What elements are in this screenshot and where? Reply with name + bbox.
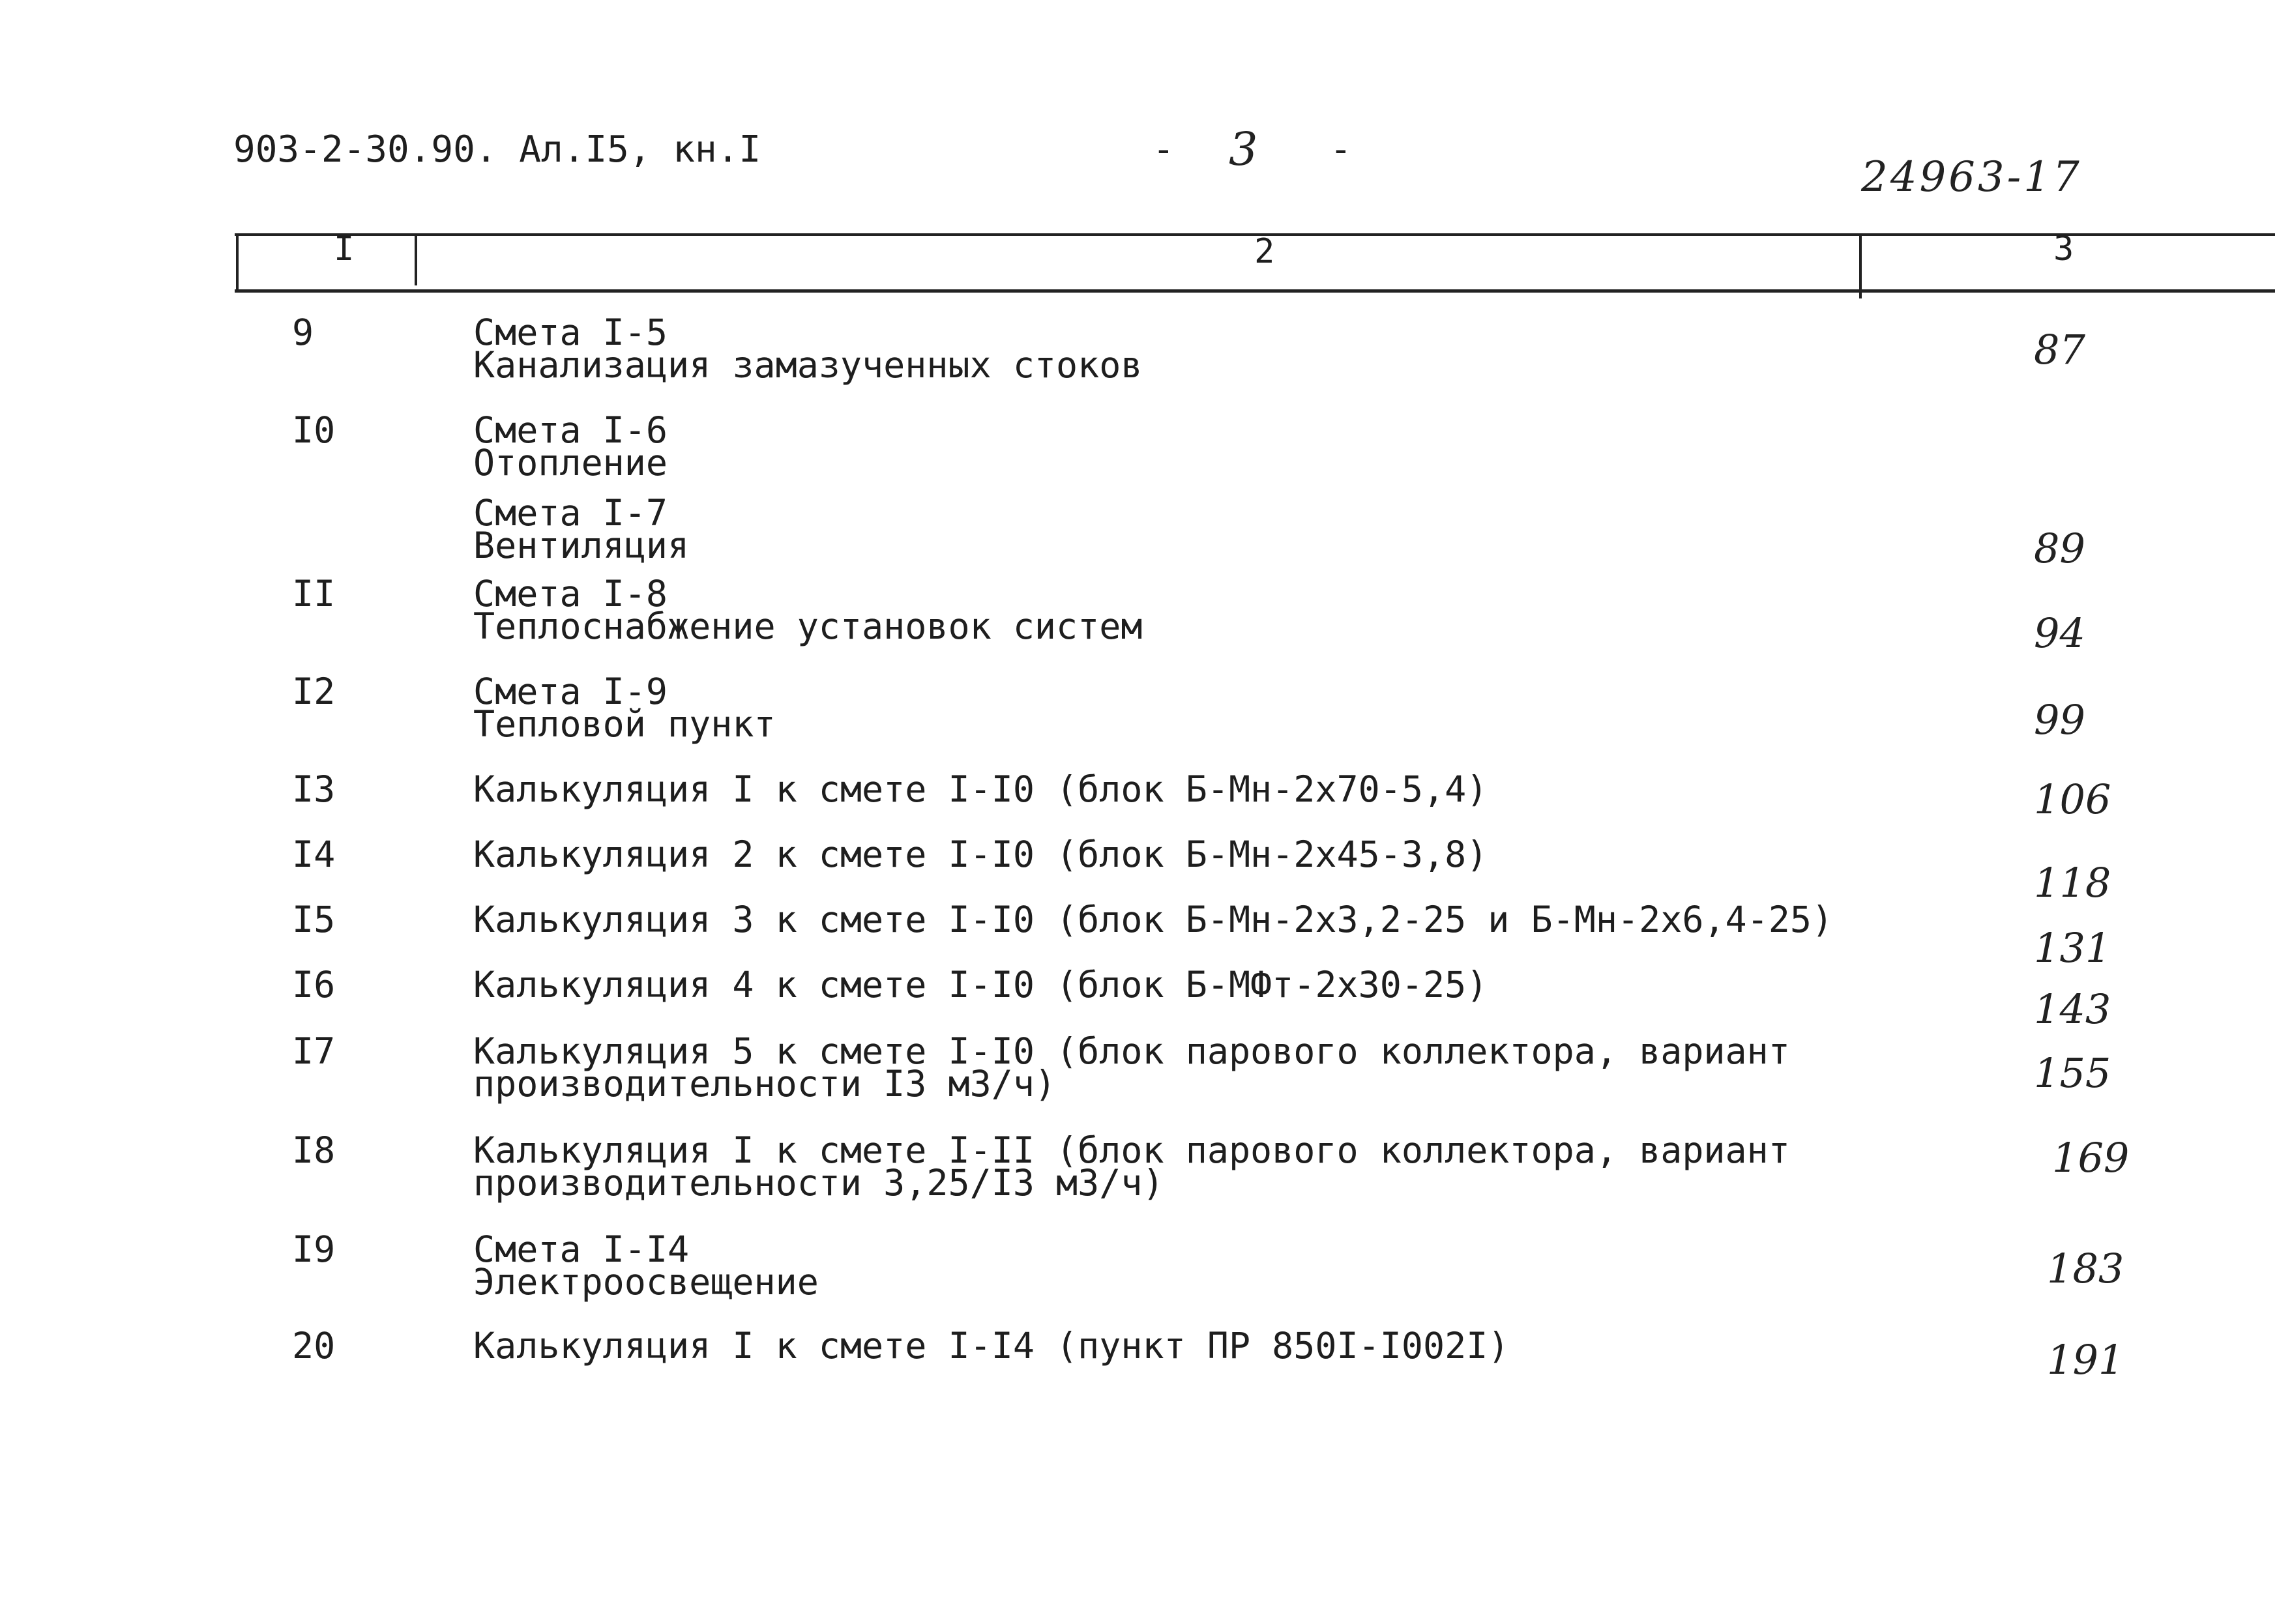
row-title: Смета I-9 [473, 671, 668, 712]
row-number: 9 [292, 312, 314, 353]
page-dash-left: - [1153, 128, 1175, 171]
row-page: 143 [2034, 985, 2111, 1033]
row-number: I5 [292, 899, 336, 940]
column-header-2: 2 [1254, 232, 1275, 271]
row-title: Калькуляция 3 к смете I-I0 (блок Б-Мн-2х3,2-25 и Б-Мн-2х6,4-25) [473, 899, 1834, 940]
row-page: 131 [2034, 924, 2111, 972]
row-page: 99 [2034, 696, 2085, 744]
row-subtitle: Канализация замазученных стоков [473, 344, 1143, 386]
row-title: Калькуляция I к смете I-I0 (блок Б-Мн-2х70-5,4) [473, 768, 1488, 810]
row-subtitle: производительности I3 м3/ч) [473, 1063, 1057, 1105]
row-number: I3 [292, 768, 336, 810]
row-number: I6 [292, 964, 336, 1006]
row-number: I4 [292, 834, 336, 875]
row-title: Смета I-7 [473, 492, 668, 534]
row-subtitle: Отопление [473, 442, 668, 484]
document-code: 903-2-30.90. Ал.I5, кн.I [233, 128, 761, 171]
row-number: II [292, 573, 336, 615]
row-title: Смета I-5 [473, 312, 668, 353]
row-number: 20 [292, 1325, 336, 1367]
row-number: I0 [292, 409, 336, 451]
row-title: Смета I-6 [473, 409, 668, 451]
row-number: I7 [292, 1030, 336, 1072]
row-title: Калькуляция 4 к смете I-I0 (блок Б-МФт-2х30-25) [473, 964, 1488, 1006]
column-header-3: 3 [2053, 229, 2074, 268]
row-page: 191 [2047, 1336, 2124, 1384]
column-header-1: I [334, 229, 355, 268]
row-page: 155 [2034, 1049, 2111, 1097]
row-title: Смета I-8 [473, 573, 668, 615]
row-subtitle: Вентиляция [473, 525, 690, 566]
row-number: I8 [292, 1129, 336, 1171]
table-left-border [236, 233, 239, 291]
inventory-number: 24963-17 [1861, 153, 2082, 201]
row-title: Калькуляция 2 к смете I-I0 (блок Б-Мн-2х45-3,8) [473, 834, 1488, 875]
table-header-bottom-rule [235, 289, 2275, 293]
column-divider-1 [415, 233, 417, 285]
row-title: Калькуляция I к смете I-I4 (пункт ПР 850I-I002I) [473, 1325, 1510, 1367]
row-number: I2 [292, 671, 336, 712]
row-title: Смета I-I4 [473, 1228, 690, 1270]
row-page: 87 [2034, 326, 2085, 373]
row-page: 89 [2034, 525, 2085, 572]
row-page: 94 [2034, 609, 2085, 657]
page-dash-right: - [1330, 128, 1352, 171]
row-subtitle: Теплоснабжение установок систем [473, 605, 1143, 647]
page-number: 3 [1229, 123, 1258, 176]
row-title: Калькуляция I к смете I-II (блок парового коллектора, вариант [473, 1129, 1790, 1171]
row-page: 183 [2047, 1245, 2124, 1292]
row-title: Калькуляция 5 к смете I-I0 (блок парового коллектора, вариант [473, 1030, 1790, 1072]
row-subtitle: Электроосвещение [473, 1261, 819, 1303]
row-subtitle: Тепловой пункт [473, 703, 776, 745]
row-subtitle: производительности 3,25/I3 м3/ч) [473, 1162, 1164, 1204]
row-page: 169 [2052, 1134, 2130, 1182]
row-number: I9 [292, 1228, 336, 1270]
column-divider-2 [1859, 233, 1862, 298]
row-page: 106 [2034, 776, 2111, 823]
row-page: 118 [2034, 859, 2111, 906]
